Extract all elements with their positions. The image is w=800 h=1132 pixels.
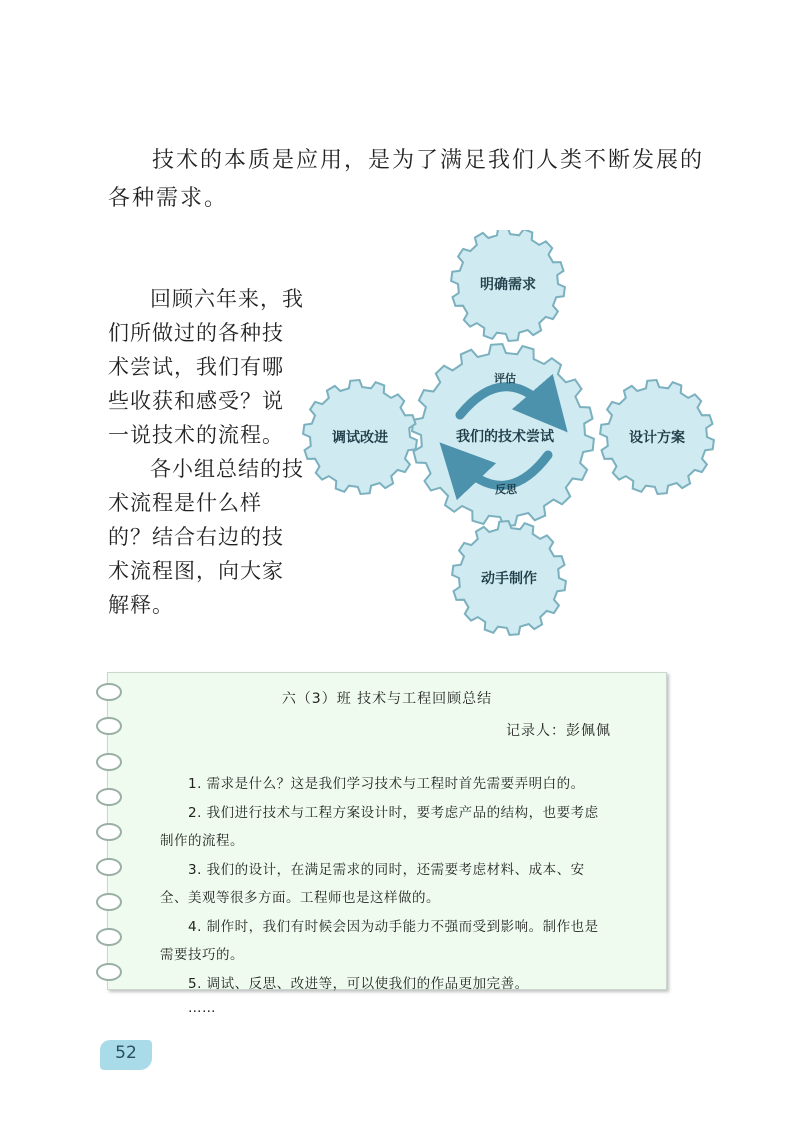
note-item: 3. 我们的设计，在满足需求的同时，还需要考虑材料、成本、安全、美观等很多方面。工程师也是这样做的。 — [160, 861, 585, 906]
binder-ring — [96, 823, 122, 841]
binder-ring — [96, 858, 122, 876]
gear-label-left: 调试改进 — [332, 430, 388, 446]
note-body — [160, 770, 602, 1018]
note-recorder: 记录人：彭佩佩 — [506, 723, 611, 739]
summary-note-card — [107, 672, 667, 1016]
gear-label-right: 设计方案 — [629, 430, 685, 446]
note-item: 2. 我们进行技术与工程方案设计时，要考虑产品的结构，也要考虑制作的流程。 — [160, 804, 599, 849]
note-item: 4. 制作时，我们有时候会因为动手能力不强而受到影响。制作也是需要技巧的。 — [160, 918, 599, 963]
arrow-label-reflect: 反思 — [495, 483, 517, 496]
binder-ring — [96, 753, 122, 771]
binder-ring — [96, 788, 122, 806]
side-paragraph-2: 各小组总结的技术流程是什么样的？结合右边的技术流程图，向大家解释。 — [108, 457, 304, 617]
binder-ring — [96, 893, 122, 911]
gear-label-top: 明确需求 — [480, 277, 536, 293]
side-text — [108, 282, 304, 622]
note-item-ellipsis: …… — [188, 1000, 216, 1016]
intro-paragraph: 技术的本质是应用，是为了满足我们人类不断发展的各种需求。 — [108, 148, 705, 211]
note-title: 六（3）班 技术与工程回顾总结 — [281, 691, 493, 707]
side-paragraph-1: 回顾六年来，我们所做过的各种技术尝试，我们有哪些收获和感受？说一说技术的流程。 — [108, 287, 304, 447]
note-item: 1. 需求是什么？这是我们学习技术与工程时首先需要弄明白的。 — [188, 776, 585, 792]
gear-label-center: 我们的技术尝试 — [456, 429, 554, 445]
binder-ring — [96, 928, 122, 946]
gear-label-bottom: 动手制作 — [481, 571, 537, 587]
tech-flow-diagram — [300, 230, 720, 660]
note-item: 5. 调试、反思、改进等，可以使我们的作品更加完善。 — [188, 975, 529, 992]
binder-ring — [96, 963, 122, 981]
arrow-label-evaluate: 评估 — [494, 372, 516, 385]
page-number: 52 — [115, 1043, 137, 1063]
binder-ring — [96, 717, 122, 735]
